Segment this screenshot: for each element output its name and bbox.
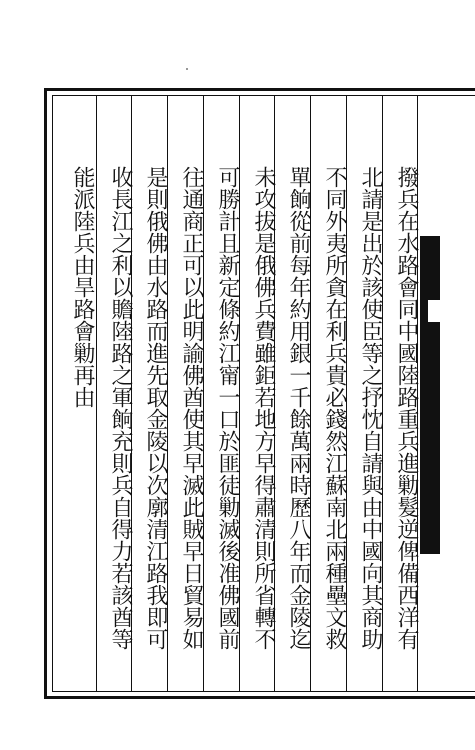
text-column-4: 單餉從前每年約用銀一千餘萬兩時歷八年而金陵迄 [286, 166, 311, 650]
ink-speck [186, 68, 188, 70]
text-column-2: 北請是出於該使臣等之抒忱自請與由中國向其商助 [358, 166, 383, 650]
binding-fold-bar [420, 236, 440, 554]
text-column-7: 往通商正可以此明諭佛酋使其早滅此賊早日貿易如 [179, 166, 204, 650]
text-column-10: 能派陸兵由旱路會勦再由 [70, 166, 95, 408]
binding-fold-notch [428, 300, 442, 322]
text-column-3: 不同外夷所貪在利兵貴必錢然江蘇南北兩種壘文救 [322, 166, 347, 650]
text-column-1: 撥兵在水路會同中國陸路重兵進勦髮逆俾備西洋有 [394, 166, 419, 650]
text-column-8: 是則俄佛由水路而進先取金陵以次廓清江路我即可 [143, 166, 168, 650]
text-column-9: 收長江之利以贍陸路之軍餉充則兵自得力若該酋等 [108, 166, 133, 650]
text-column-5: 未攻拔是俄佛兵費雖鉅若地方早得肅清則所省轉不 [251, 166, 276, 650]
text-column-6: 可勝計且新定條約江甯一口於匪徒勦滅後准佛國前 [215, 166, 240, 650]
